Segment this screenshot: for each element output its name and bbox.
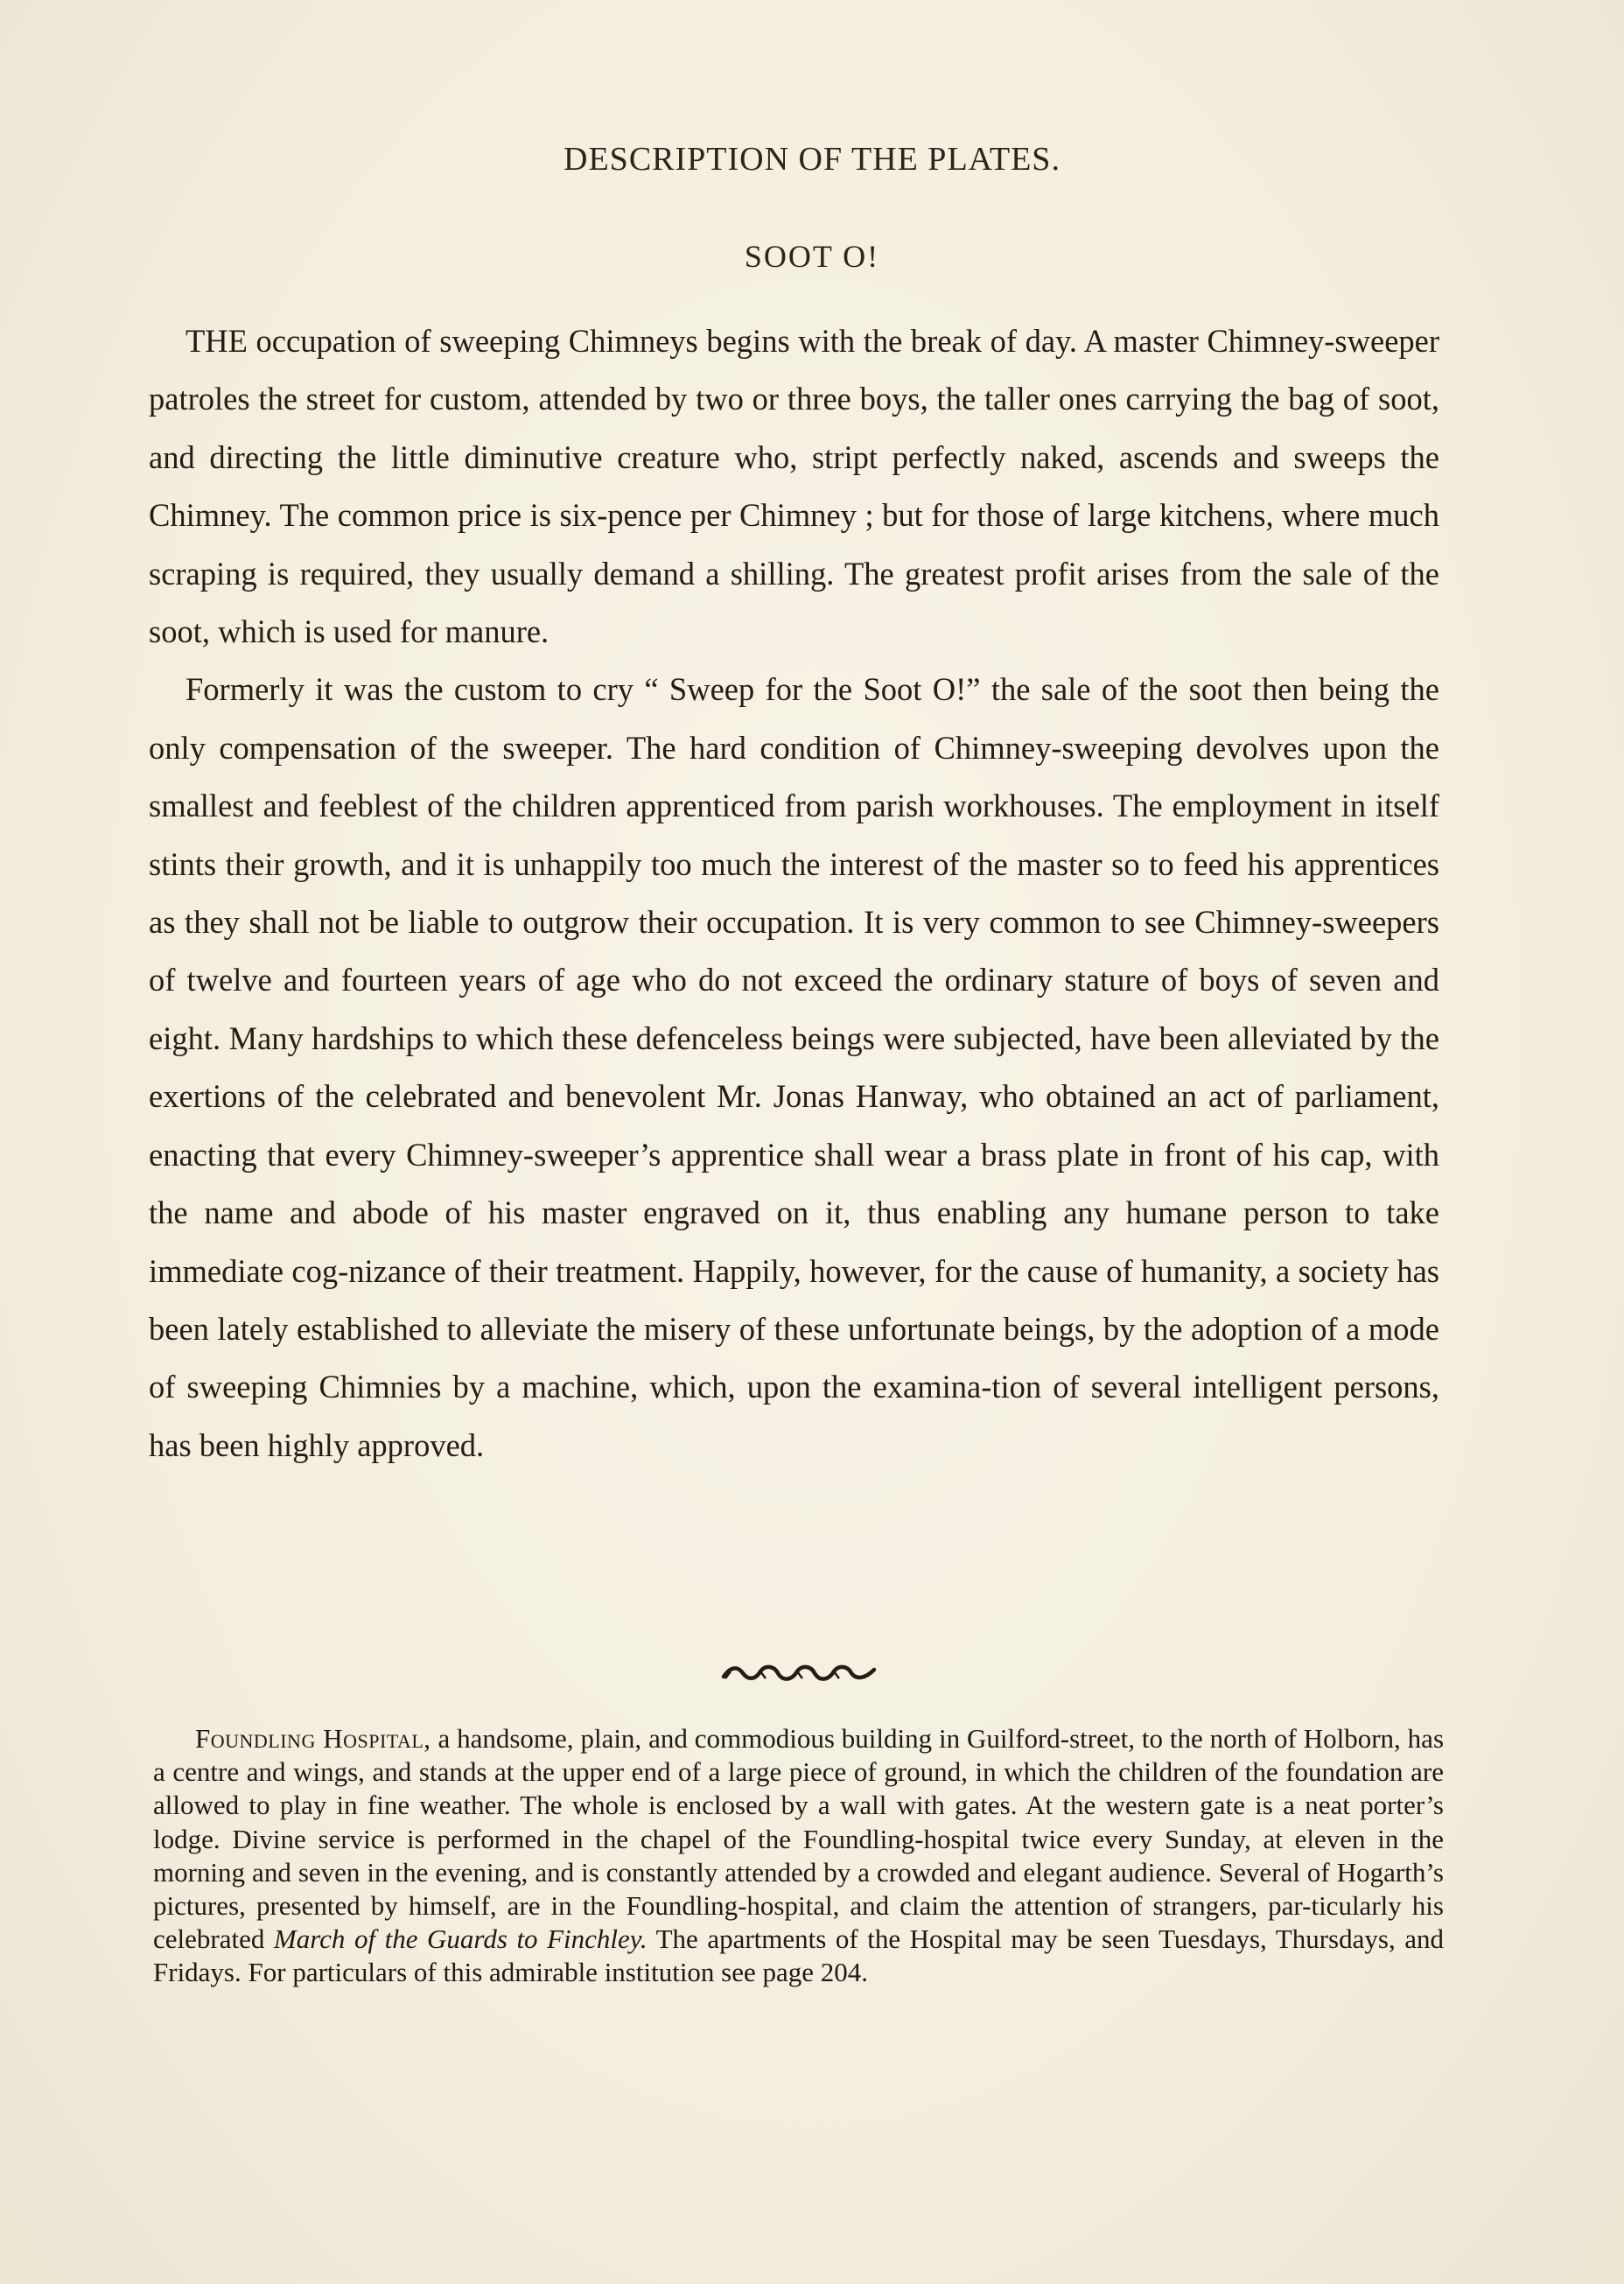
paragraph-1 [149, 312, 1439, 661]
paragraph-2-text: Formerly it was the custom to cry “ Sweep for the Soot O!” the sale of the soot then being the only compensation of the sweeper. The hard condition of Chimney-sweeping devolves upon the smallest and feeblest of the children apprenticed from parish workhouses. The employment in itself stints their growth, and it is unhappily too much the interest of the master so to feed his apprentices as they shall not be liable to outgrow their occupation. It is very common to see Chimney-sweepers of twelve and fourteen years of age who do not exceed the ordinary stature of boys of seven and eight. Many hardships to which these defenceless beings were subjected, have been alleviated by the exertions of the celebrated and benevolent Mr. Jonas Hanway, who obtained an act of parliament, enacting that every Chimney-sweeper’s apprentice shall wear a brass plate in front of his cap, with the name and abode of his master engraved on it, thus enabling any humane person to take immediate cog-nizance of their treatment. Happily, however, for the cause of humanity, a society has been lately established to alleviate the misery of these unfortunate beings, by the adoption of a mode of sweeping Chimnies by a machine, which, upon the examina-tion of several intelligent persons, has been highly approved. [149, 671, 1439, 1463]
footnote-italic-title: March of the Guards to Finchley. [273, 1923, 648, 1955]
paragraph-1-text: THE occupation of sweeping Chimneys begins with the break of day. A master Chimney-sweeper patroles the street for custom, attended by two or three boys, the taller ones carrying the bag of soot, and directing the little diminutive creature who, stript perfectly naked, ascends and sweeps the Chimney. The common price is six-pence per Chimney ; but for those of large kitchens, where much scraping is required, they usually demand a shilling. The greatest profit arises from the sale of the soot, which is used for manure. [149, 323, 1439, 650]
main-text [149, 312, 1439, 1475]
footnote-text-2: The apartments of the Hospital may be seen Tuesdays, Thursdays, and Fridays. For particulars of this admirable institution see page 204. [153, 1923, 1445, 1988]
wave-ornament-icon [720, 1661, 878, 1687]
section-title: SOOT O! [744, 239, 880, 274]
footnote [153, 1722, 1444, 1990]
footnote-text-1: a handsome, plain, and commodious building in Guilford-street, to the north of Holborn, has a centre and wings, and stands at the upper end of a large piece of ground, in which the children of the foundation are allowed to play in fine weather. The whole is enclosed by a wall with gates. At the western gate is a neat porter’s lodge. Divine service is performed in the chapel of the Foundling-hospital twice every Sunday, at eleven in the morning and seven in the evening, and is constantly attended by a crowded and elegant audience. Several of Hogarth’s pictures, presented by himself, are in the Foundling-hospital, and claim the attention of strangers, par-ticularly his celebrated [153, 1723, 1445, 1955]
page-heading: DESCRIPTION OF THE PLATES. [564, 141, 1060, 178]
footnote-lead: Foundling Hospital, [195, 1723, 431, 1754]
paragraph-2 [149, 661, 1439, 1475]
